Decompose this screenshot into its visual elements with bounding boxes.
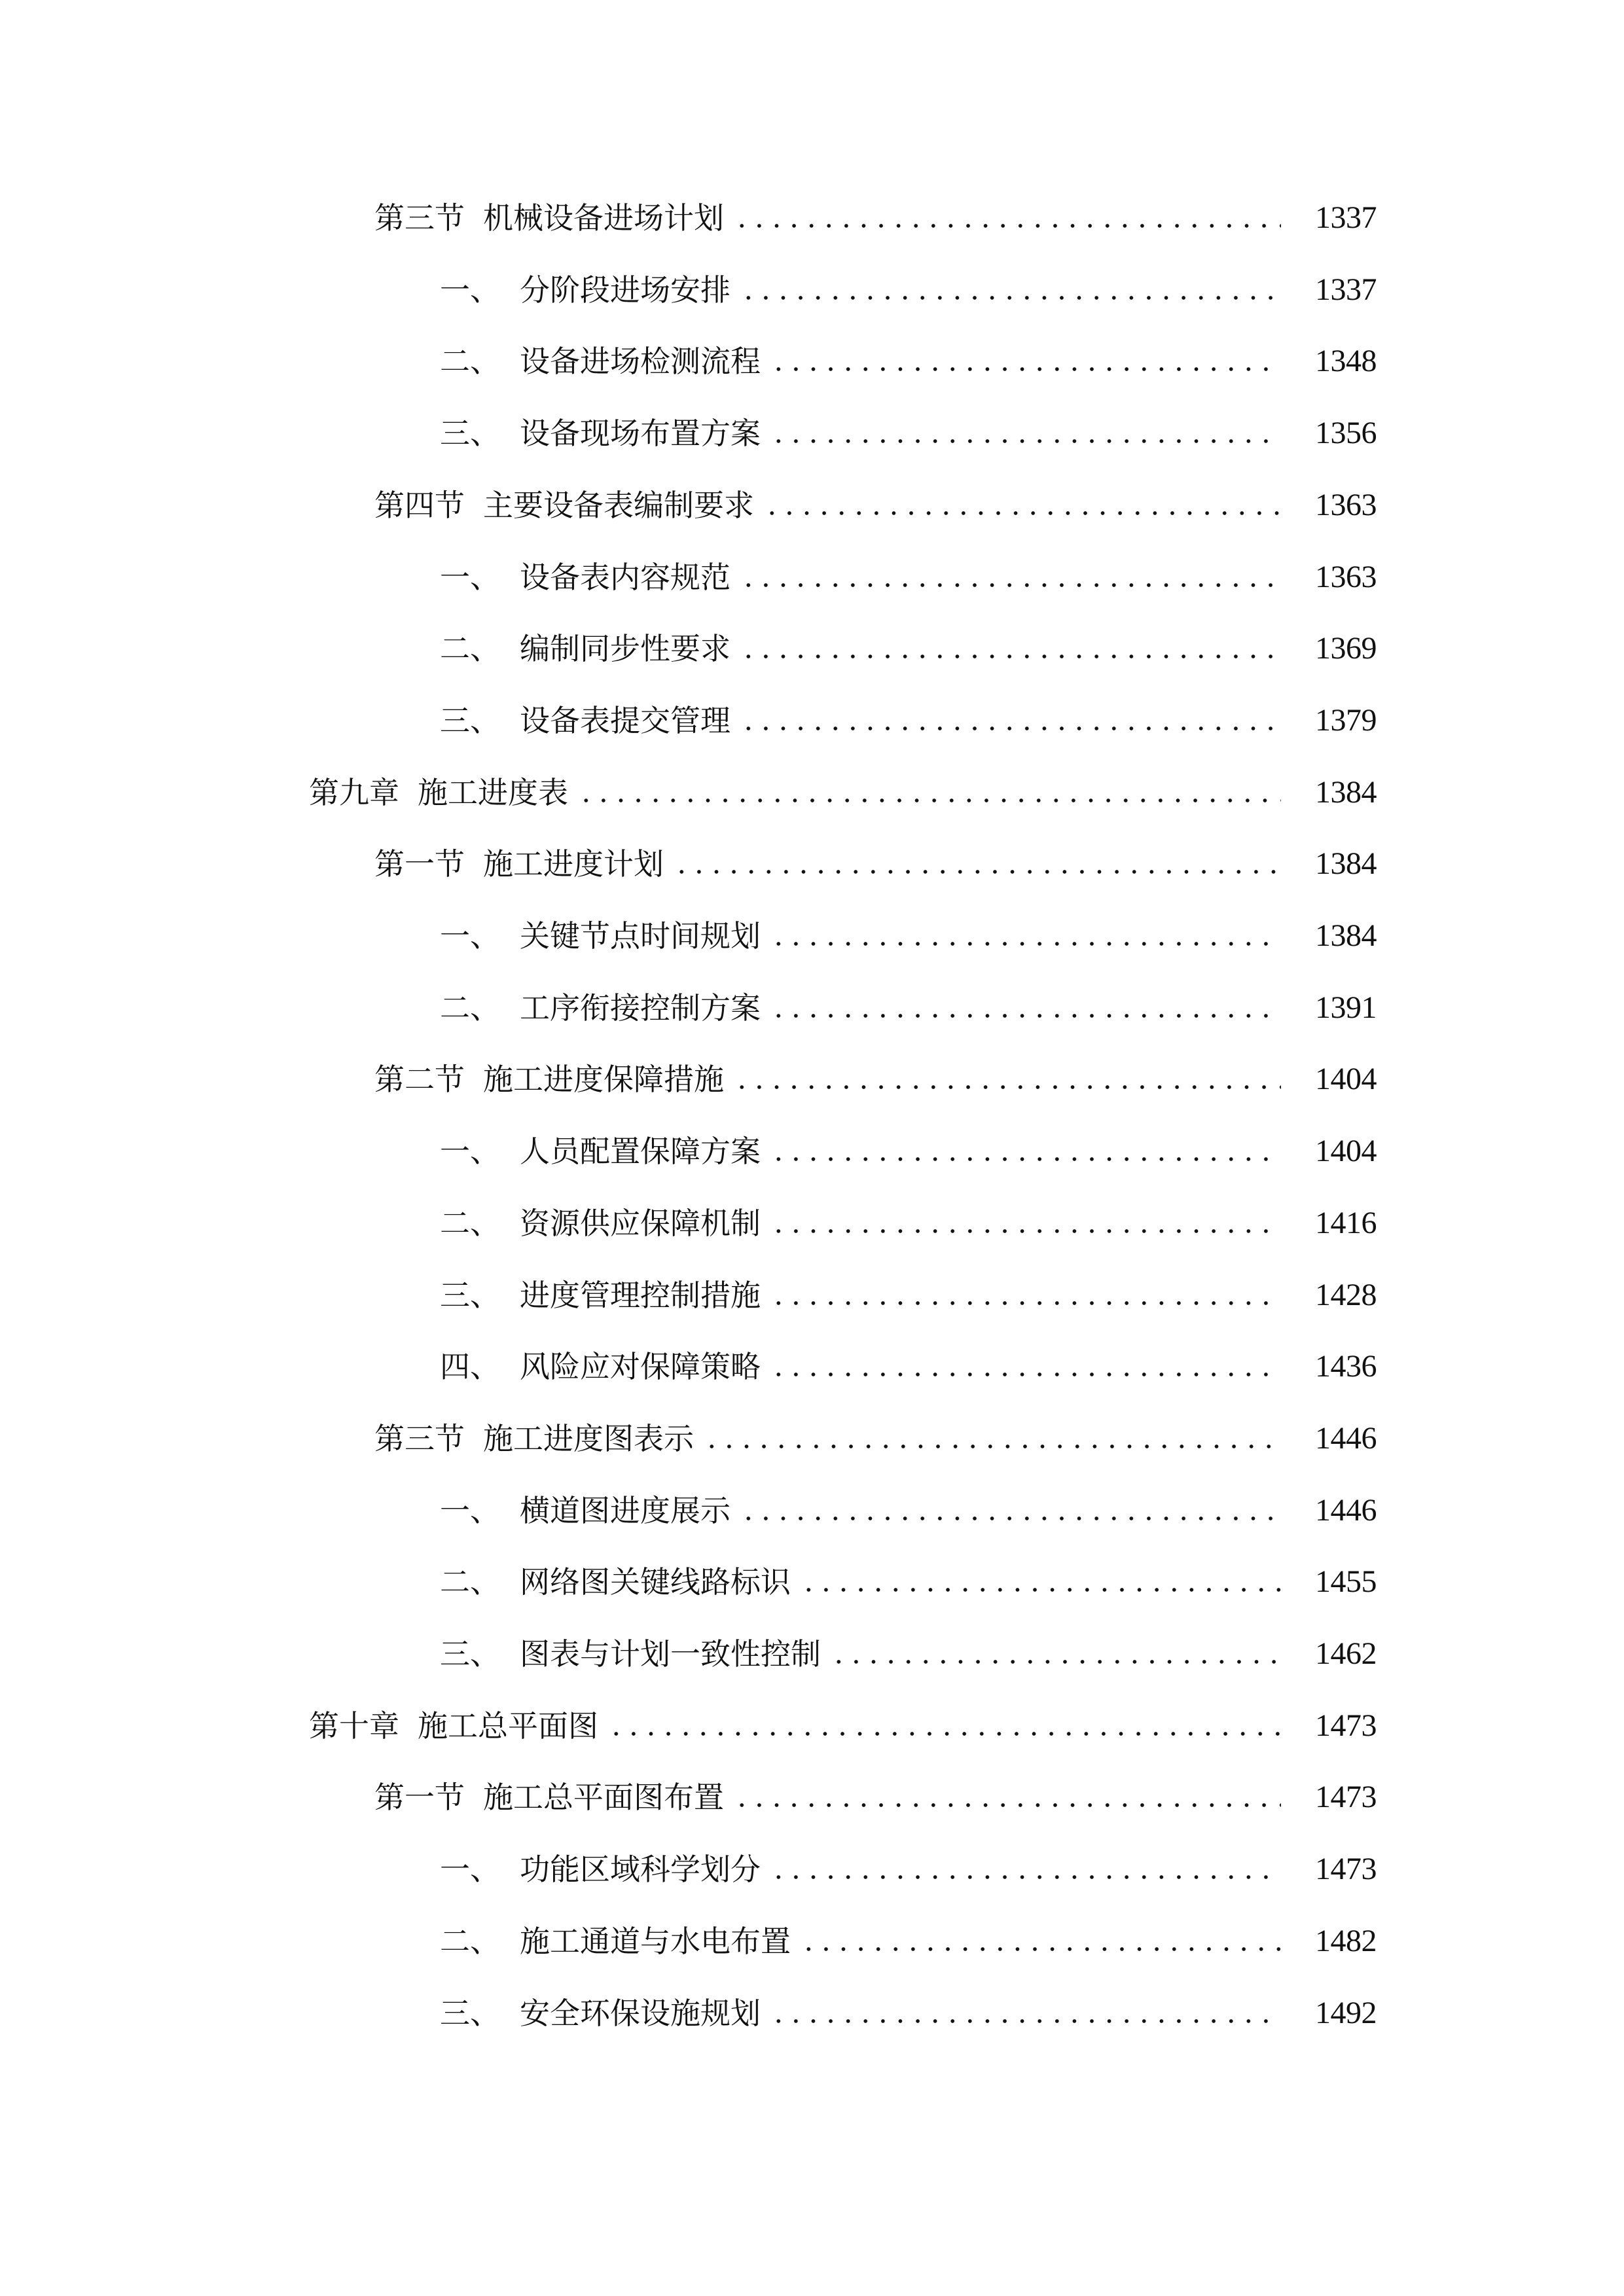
toc-page-number: 1416 (1315, 1205, 1377, 1240)
toc-entry-title: 设备表提交管理 (520, 702, 731, 738)
toc-entry-number: 一、 (440, 1492, 500, 1528)
dot-leader (733, 1050, 1281, 1109)
toc-entry-title: 工序衔接控制方案 (520, 990, 761, 1026)
toc-page-number: 1482 (1315, 1923, 1377, 1958)
toc-entry-number: 一、 (440, 918, 500, 954)
dot-leader (607, 1696, 1281, 1755)
toc-page-number: 1363 (1315, 487, 1377, 522)
toc-entry-number: 第三节 (374, 200, 465, 236)
dot-leader (770, 1840, 1281, 1899)
toc-entry-number: 第四节 (374, 487, 465, 523)
toc-page-number: 1379 (1315, 702, 1377, 738)
toc-page-number: 1384 (1315, 774, 1377, 810)
dot-leader (800, 1912, 1281, 1971)
toc-entry-number: 一、 (440, 1134, 500, 1170)
toc-entry-number: 第二节 (374, 1062, 465, 1098)
toc-entry-heading (440, 332, 1288, 391)
toc-entry-title: 设备现场布置方案 (520, 416, 761, 452)
dot-leader (740, 260, 1281, 319)
toc-page-number: 1363 (1315, 559, 1377, 594)
toc-entry-title: 分阶段进场安排 (520, 272, 731, 308)
toc-entry-number: 三、 (440, 702, 500, 738)
toc-subsection-entry[interactable] (0, 404, 1624, 463)
toc-subsection-entry[interactable] (0, 1624, 1624, 1683)
toc-entry-heading (440, 978, 1288, 1037)
toc-entry-number: 第一节 (374, 846, 465, 882)
toc-entry-heading (374, 1768, 1288, 1827)
toc-subsection-entry[interactable] (0, 906, 1624, 965)
toc-subsection-entry[interactable] (0, 978, 1624, 1037)
toc-section-entry[interactable] (0, 1050, 1624, 1109)
toc-entry-number: 二、 (440, 631, 500, 667)
dot-leader (763, 476, 1281, 535)
toc-section-entry[interactable] (0, 188, 1624, 247)
toc-subsection-entry[interactable] (0, 1840, 1624, 1899)
toc-entry-number: 二、 (440, 990, 500, 1026)
toc-entry-title: 施工总平面图布置 (483, 1780, 724, 1816)
toc-subsection-entry[interactable] (0, 1194, 1624, 1253)
toc-entry-title: 功能区域科学划分 (520, 1852, 761, 1888)
toc-subsection-entry[interactable] (0, 1337, 1624, 1396)
toc-entry-heading (440, 1984, 1288, 2043)
toc-entry-heading (440, 1266, 1288, 1325)
toc-entry-heading (440, 691, 1288, 750)
toc-entry-title: 施工进度保障措施 (483, 1062, 724, 1098)
toc-subsection-entry[interactable] (0, 1984, 1624, 2043)
toc-entry-title: 施工进度图表示 (483, 1420, 694, 1456)
toc-subsection-entry[interactable] (0, 260, 1624, 319)
toc-page-number: 1404 (1315, 1134, 1377, 1169)
toc-entry-number: 第九章 (309, 774, 399, 810)
toc-subsection-entry[interactable] (0, 691, 1624, 750)
toc-page-number: 1369 (1315, 631, 1377, 666)
toc-entry-title: 进度管理控制措施 (520, 1277, 761, 1313)
toc-entry-title: 编制同步性要求 (520, 631, 731, 667)
dot-leader (577, 763, 1281, 822)
toc-entry-heading (440, 260, 1288, 319)
toc-entry-number: 第三节 (374, 1420, 465, 1456)
dot-leader (770, 906, 1281, 965)
toc-subsection-entry[interactable] (0, 332, 1624, 391)
toc-entry-number: 四、 (440, 1349, 500, 1385)
toc-entry-heading (374, 1050, 1288, 1109)
toc-entry-title: 资源供应保障机制 (520, 1205, 761, 1241)
toc-entry-heading (440, 1481, 1288, 1540)
toc-chapter-entry[interactable] (0, 763, 1624, 822)
toc-entry-heading (440, 1840, 1288, 1899)
toc-entry-heading (374, 476, 1288, 535)
toc-entry-heading (309, 763, 1288, 822)
toc-page-number: 1348 (1315, 344, 1377, 379)
toc-page-number: 1391 (1315, 990, 1377, 1025)
toc-page-number: 1356 (1315, 416, 1377, 451)
toc-page-number: 1337 (1315, 200, 1377, 235)
toc-page-number: 1404 (1315, 1062, 1377, 1097)
toc-entry-heading (374, 834, 1288, 893)
toc-entry-title: 施工通道与水电布置 (520, 1923, 791, 1959)
dot-leader (770, 332, 1281, 391)
toc-section-entry[interactable] (0, 834, 1624, 893)
toc-entry-number: 三、 (440, 1277, 500, 1313)
toc-page-number: 1446 (1315, 1420, 1377, 1456)
toc-entry-number: 二、 (440, 1564, 500, 1600)
dot-leader (800, 1552, 1281, 1611)
dot-leader (703, 1409, 1281, 1468)
toc-entry-title: 风险应对保障策略 (520, 1349, 761, 1385)
dot-leader (770, 404, 1281, 463)
toc-entry-number: 第十章 (309, 1708, 399, 1744)
toc-page-number: 1492 (1315, 1995, 1377, 2030)
toc-subsection-entry[interactable] (0, 1266, 1624, 1325)
toc-entry-heading (440, 404, 1288, 463)
toc-page-number: 1473 (1315, 1780, 1377, 1815)
toc-page-number: 1462 (1315, 1636, 1377, 1671)
toc-subsection-entry[interactable] (0, 1122, 1624, 1181)
toc-entry-number: 三、 (440, 416, 500, 452)
dot-leader (740, 1481, 1281, 1540)
toc-page-number: 1428 (1315, 1277, 1377, 1312)
toc-entry-heading (440, 1337, 1288, 1396)
toc-entry-number: 二、 (440, 1205, 500, 1241)
toc-entry-title: 主要设备表编制要求 (483, 487, 754, 523)
dot-leader (770, 1194, 1281, 1253)
toc-page-number: 1455 (1315, 1564, 1377, 1600)
dot-leader (770, 1984, 1281, 2043)
toc-entry-heading (440, 906, 1288, 965)
toc-entry-title: 人员配置保障方案 (520, 1134, 761, 1170)
toc-entry-title: 机械设备进场计划 (483, 200, 724, 236)
dot-leader (770, 978, 1281, 1037)
toc-section-entry[interactable] (0, 476, 1624, 535)
toc-entry-number: 一、 (440, 1852, 500, 1888)
toc-entry-heading (440, 1552, 1288, 1611)
toc-entry-number: 第一节 (374, 1780, 465, 1816)
toc-entry-number: 一、 (440, 559, 500, 595)
toc-entry-heading (440, 548, 1288, 607)
toc-entry-title: 设备进场检测流程 (520, 344, 761, 380)
toc-entry-heading (440, 1122, 1288, 1181)
toc-page-number: 1436 (1315, 1349, 1377, 1384)
toc-chapter-entry[interactable] (0, 1696, 1624, 1755)
dot-leader (830, 1624, 1281, 1683)
toc-page-number: 1384 (1315, 918, 1377, 953)
dot-leader (673, 834, 1281, 893)
toc-entry-title: 施工进度计划 (483, 846, 664, 882)
dot-leader (733, 188, 1281, 247)
toc-entry-title: 图表与计划一致性控制 (520, 1636, 821, 1672)
dot-leader (740, 691, 1281, 750)
toc-entry-number: 二、 (440, 1923, 500, 1959)
toc-page-number: 1446 (1315, 1492, 1377, 1528)
toc-entry-title: 设备表内容规范 (520, 559, 731, 595)
toc-entry-title: 施工总平面图 (418, 1708, 598, 1744)
dot-leader (740, 619, 1281, 678)
dot-leader (740, 548, 1281, 607)
toc-section-entry[interactable] (0, 1768, 1624, 1827)
toc-entry-number: 二、 (440, 344, 500, 380)
dot-leader (770, 1122, 1281, 1181)
toc-entry-heading (374, 1409, 1288, 1468)
toc-entry-title: 施工进度表 (418, 774, 568, 810)
dot-leader (770, 1337, 1281, 1396)
toc-entry-title: 关键节点时间规划 (520, 918, 761, 954)
toc-entry-heading (374, 188, 1288, 247)
toc-entry-title: 网络图关键线路标识 (520, 1564, 791, 1600)
toc-entry-heading (440, 1624, 1288, 1683)
toc-entry-title: 横道图进度展示 (520, 1492, 731, 1528)
toc-entry-number: 三、 (440, 1995, 500, 2031)
toc-section-entry[interactable] (0, 1409, 1624, 1468)
dot-leader (733, 1768, 1281, 1827)
toc-entry-heading (440, 619, 1288, 678)
toc-subsection-entry[interactable] (0, 619, 1624, 678)
toc-subsection-entry[interactable] (0, 1912, 1624, 1971)
toc-entry-number: 一、 (440, 272, 500, 308)
toc-entry-title: 安全环保设施规划 (520, 1995, 761, 2031)
toc-page-number: 1337 (1315, 272, 1377, 307)
toc-entry-number: 三、 (440, 1636, 500, 1672)
toc-page-number: 1473 (1315, 1708, 1377, 1743)
toc-subsection-entry[interactable] (0, 1552, 1624, 1611)
toc-entry-heading (440, 1912, 1288, 1971)
toc-subsection-entry[interactable] (0, 1481, 1624, 1540)
dot-leader (770, 1266, 1281, 1325)
toc-entry-heading (440, 1194, 1288, 1253)
toc-subsection-entry[interactable] (0, 548, 1624, 607)
toc-page-number: 1384 (1315, 846, 1377, 882)
toc-page-number: 1473 (1315, 1852, 1377, 1887)
toc-entry-heading (309, 1696, 1288, 1755)
